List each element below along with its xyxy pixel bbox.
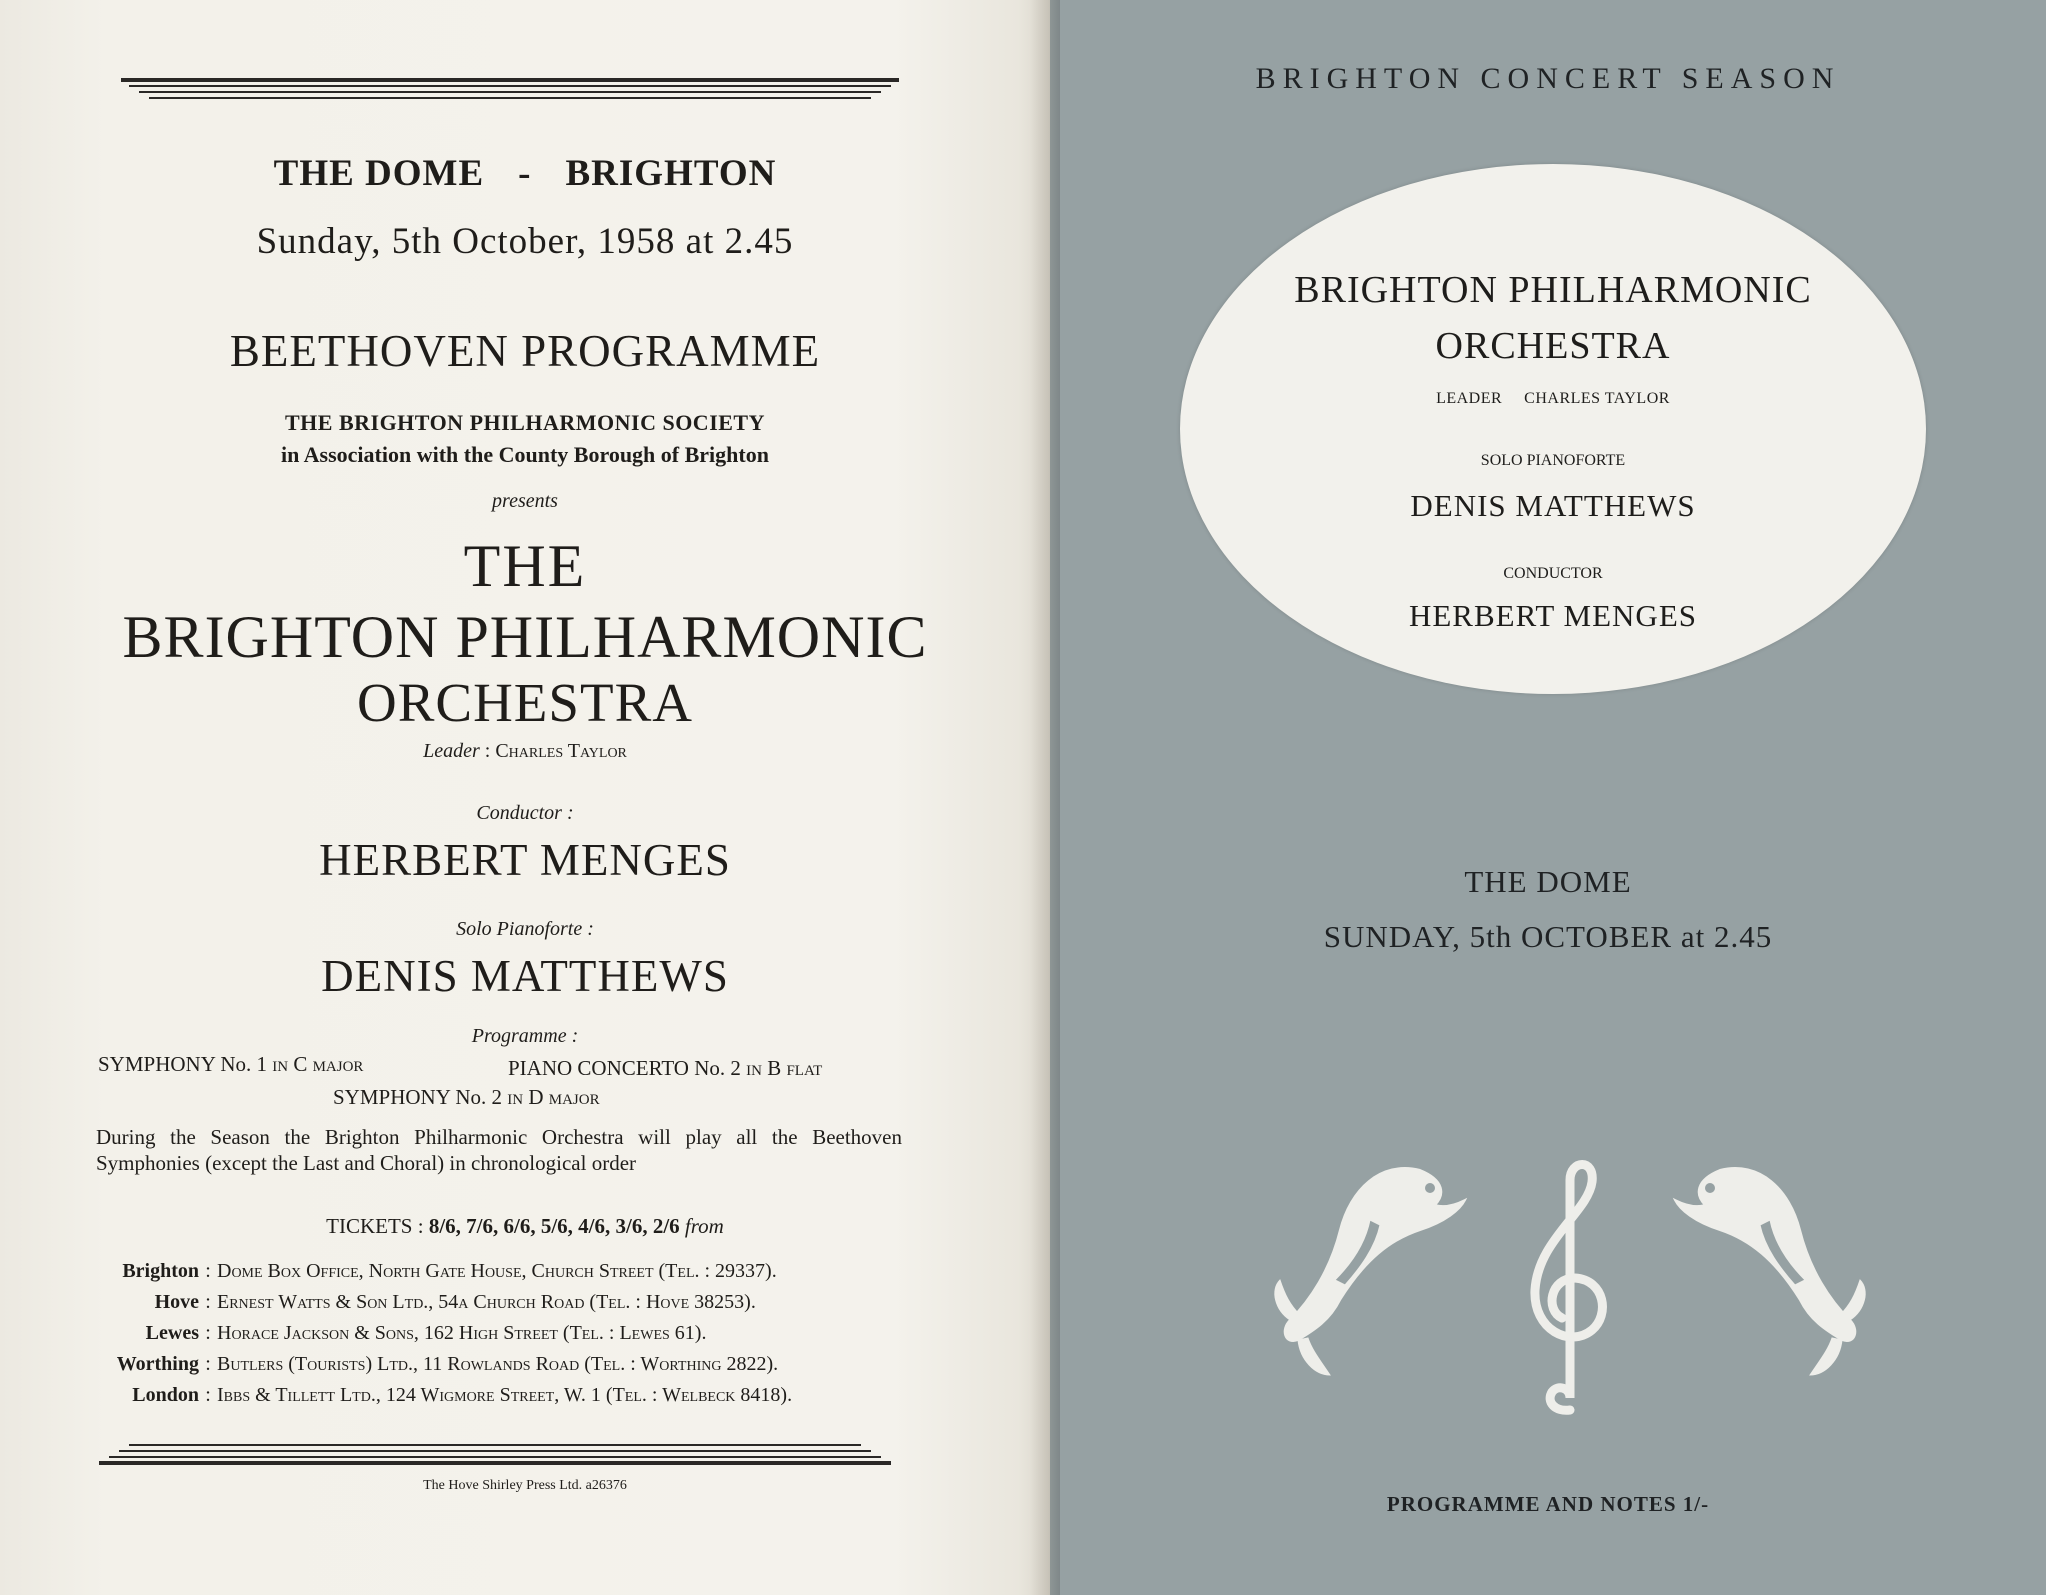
- season-heading: BRIGHTON CONCERT SEASON: [1255, 62, 1841, 95]
- venue-town: BRIGHTON: [565, 153, 777, 194]
- work-title: SYMPHONY No. 1: [98, 1052, 267, 1076]
- outlet-town: Worthing: [116, 1353, 199, 1375]
- outlet-row: Hove : Ernest Watts & Son Ltd., 54a Church Road (Tel. : Hove 38253).: [60, 1287, 792, 1318]
- work-key: in C major: [272, 1052, 364, 1076]
- work-key: in D major: [507, 1085, 600, 1109]
- left-dolphin-icon: [1275, 1168, 1465, 1375]
- outlet-town: London: [132, 1384, 199, 1406]
- work-symphony-1: [98, 1052, 363, 1077]
- cover-orchestra-title-2: ORCHESTRA: [1435, 325, 1671, 367]
- cover-orchestra-title: BRIGHTON PHILHARMONIC: [1294, 269, 1812, 311]
- conductor-label: Conductor :: [476, 802, 574, 824]
- outlet-detail: Ernest Watts & Son Ltd., 54a Church Road (Tel. : Hove 38253).: [217, 1291, 756, 1313]
- orchestra-title-name: BRIGHTON PHILHARMONIC: [122, 604, 928, 670]
- presents-label: presents: [492, 490, 558, 512]
- tickets-line: [0, 1214, 1050, 1239]
- right-dolphin-icon: [1675, 1168, 1865, 1375]
- outlet-detail: Horace Jackson & Sons, 162 High Street (Tel. : Lewes 61).: [217, 1322, 707, 1344]
- conductor-name: HERBERT MENGES: [319, 835, 731, 885]
- association-line: in Association with the County Borough of Brighton: [281, 442, 769, 467]
- venue-heading: [0, 152, 1050, 195]
- cover-venue: THE DOME: [1464, 864, 1632, 899]
- outlet-town: Hove: [154, 1291, 199, 1313]
- programme-label: Programme :: [471, 1025, 579, 1047]
- work-symphony-2: [333, 1085, 600, 1110]
- printer-imprint: The Hove Shirley Press Ltd. a26376: [423, 1478, 627, 1493]
- soloist-name: DENIS MATTHEWS: [321, 951, 729, 1001]
- cover-leader-line: [1180, 390, 1926, 408]
- leader-colon: :: [484, 740, 491, 762]
- treble-clef-icon: [1535, 1165, 1603, 1411]
- bottom-rule-divider: [95, 1444, 895, 1466]
- outlet-detail: Butlers (Tourists) Ltd., 11 Rowlands Road (Tel. : Worthing 2822).: [217, 1353, 779, 1375]
- top-rule-divider: [115, 78, 905, 102]
- programme-title: BEETHOVEN PROGRAMME: [229, 326, 821, 376]
- dolphins-treble-clef-icon: [1270, 1150, 1870, 1440]
- work-title: SYMPHONY No. 2: [333, 1085, 502, 1109]
- outlet-detail: Ibbs & Tillett Ltd., 124 Wigmore Street, W. 1 (Tel. : Welbeck 8418).: [217, 1384, 793, 1406]
- outlet-row: Worthing : Butlers (Tourists) Ltd., 11 Rowlands Road (Tel. : Worthing 2822).: [60, 1349, 792, 1380]
- cover-leader-name: CHARLES TAYLOR: [1524, 390, 1670, 407]
- cover-price: PROGRAMME AND NOTES 1/-: [1386, 1492, 1710, 1516]
- cover-solo-label: SOLO PIANOFORTE: [1480, 452, 1626, 469]
- ticket-outlets-list: [60, 1256, 792, 1411]
- cover-conductor-label: CONDUCTOR: [1503, 565, 1603, 582]
- venue-place: THE DOME: [273, 153, 485, 194]
- orchestra-title-the: THE: [463, 533, 587, 599]
- tickets-label: TICKETS :: [326, 1214, 424, 1238]
- society-name: THE BRIGHTON PHILHARMONIC SOCIETY: [284, 410, 765, 435]
- tickets-from: from: [684, 1214, 724, 1238]
- soloist-label: Solo Pianoforte :: [456, 918, 594, 940]
- season-note: During the Season the Brighton Philharmonic Orchestra will play all the Beethoven Symphonies (except the Last and Choral) in chronological order: [96, 1125, 902, 1175]
- work-title: PIANO CONCERTO No. 2: [508, 1056, 741, 1080]
- work-key: in B flat: [746, 1056, 823, 1080]
- outlet-town: Lewes: [145, 1322, 199, 1344]
- leader-name: Charles Taylor: [495, 740, 627, 762]
- outlet-row: Lewes : Horace Jackson & Sons, 162 High Street (Tel. : Lewes 61).: [60, 1318, 792, 1349]
- cover-conductor-name: HERBERT MENGES: [1408, 598, 1697, 633]
- cover-date: SUNDAY, 5th OCTOBER at 2.45: [1323, 919, 1773, 954]
- outlet-town: Brighton: [122, 1260, 199, 1282]
- leader-line: [0, 740, 1050, 763]
- cover-leader-label: LEADER: [1436, 390, 1503, 407]
- work-piano-concerto-2: [508, 1056, 822, 1081]
- outlet-row: London : Ibbs & Tillett Ltd., 124 Wigmore Street, W. 1 (Tel. : Welbeck 8418).: [60, 1380, 792, 1411]
- tickets-prices: 8/6, 7/6, 6/6, 5/6, 4/6, 3/6, 2/6: [428, 1214, 680, 1238]
- cover-solo-name: DENIS MATTHEWS: [1410, 488, 1696, 523]
- outlet-detail: Dome Box Office, North Gate House, Church Street (Tel. : 29337).: [217, 1260, 777, 1282]
- venue-dash: -: [518, 153, 532, 194]
- leader-label: Leader: [423, 740, 480, 762]
- orchestra-title-orchestra: ORCHESTRA: [357, 672, 693, 733]
- concert-date: Sunday, 5th October, 1958 at 2.45: [256, 221, 794, 262]
- outlet-row: Brighton : Dome Box Office, North Gate House, Church Street (Tel. : 29337).: [60, 1256, 792, 1287]
